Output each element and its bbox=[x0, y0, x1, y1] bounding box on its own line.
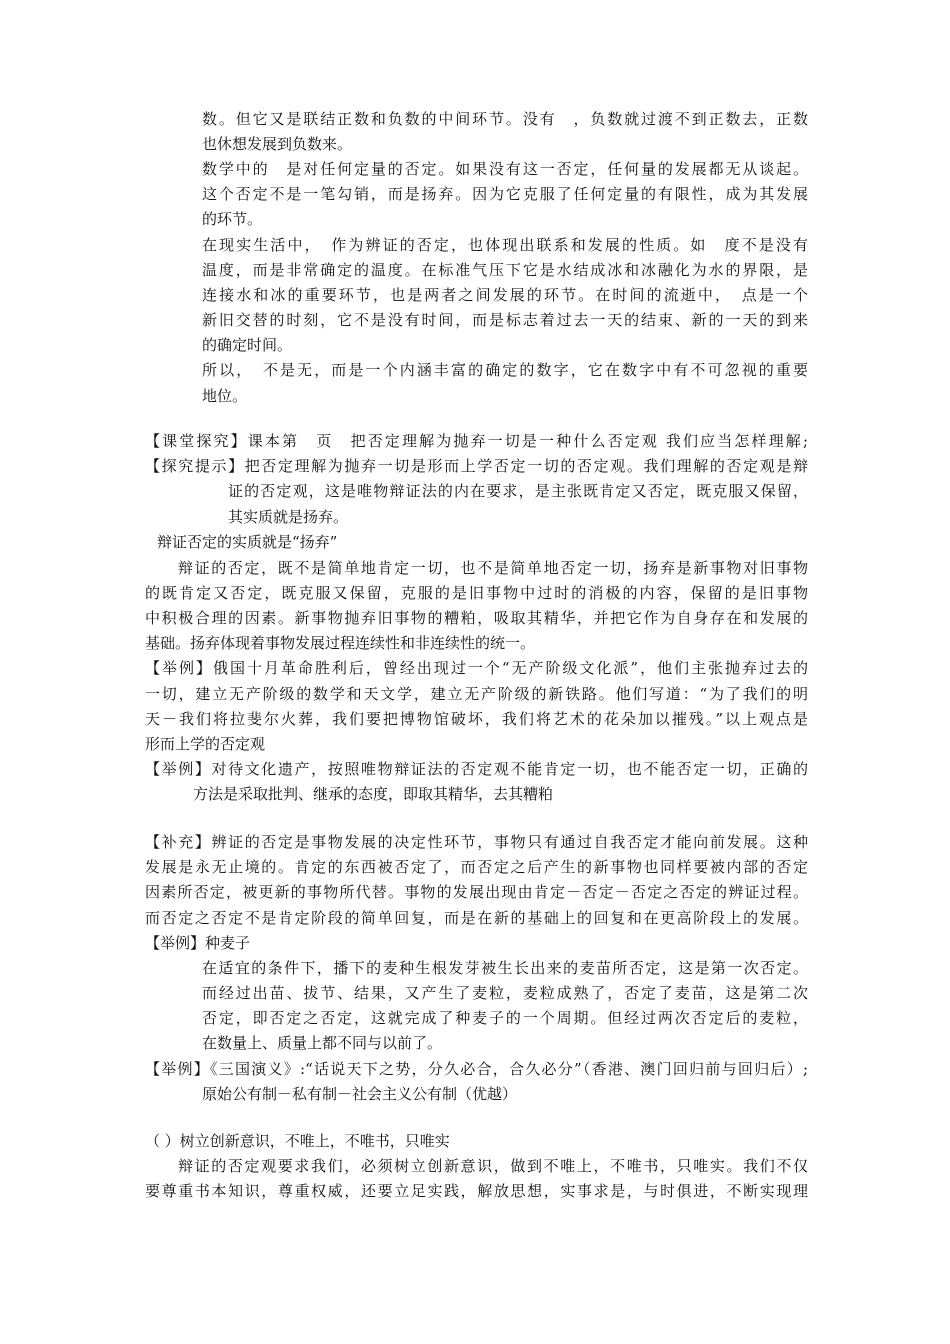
text-line: 辩证的否定观要求我们，必须树立创新意识，做到不唯上，不唯书，只唯实。我们不仅 bbox=[178, 1157, 808, 1175]
text-line: 【课堂探究】课本第 页 把否定理解为抛弃一切是一种什么否定观 我们应当怎样理解; bbox=[145, 432, 808, 450]
text-line: 连接水和冰的重要环节，也是两者之间发展的环节。在时间的流逝中， 点是一个 bbox=[202, 286, 808, 304]
text-line: 数。但它又是联结正数和负数的中间环节。没有 ，负数就过渡不到正数去，正数 bbox=[202, 110, 808, 128]
text-line: 其实质就是扬弃。 bbox=[228, 508, 349, 526]
text-line: 基础。扬弃体现着事物发展过程连续性和非连续性的统一。 bbox=[145, 634, 536, 652]
text-line: 原始公有制－私有制－社会主义公有制（优越） bbox=[202, 1085, 518, 1103]
text-line: 的环节。 bbox=[202, 210, 263, 228]
text-line: （ ）树立创新意识，不唯上，不唯书，只唯实 bbox=[145, 1132, 450, 1150]
text-line: 温度，而是非常确定的温度。在标准气压下它是水结成冰和冰融化为水的界限，是 bbox=[202, 261, 808, 279]
text-line: 要尊重书本知识，尊重权威，还要立足实践，解放思想，实事求是，与时俱进，不断实现理 bbox=[145, 1182, 808, 1200]
text-line: 而否定之否定不是肯定阶段的简单回复，而是在新的基础上的回复和在更高阶段上的发展。 bbox=[145, 909, 808, 927]
text-line: 而经过出苗、拔节、结果，又产生了麦粒，麦粒成熟了，否定了麦苗，这是第二次 bbox=[202, 984, 808, 1002]
text-line: 在现实生活中， 作为辨证的否定，也体现出联系和发展的性质。如 度不是没有 bbox=[202, 236, 808, 254]
text-line: 因素所否定，被更新的事物所代替。事物的发展出现由肯定－否定－否定之否定的辨证过程。 bbox=[145, 883, 808, 901]
text-line: 在适宜的条件下，播下的麦种生根发芽被生长出来的麦苗所否定，这是第一次否定。 bbox=[202, 959, 808, 977]
text-line: 一切，建立无产阶级的数学和天文学，建立无产阶级的新铁路。他们写道：“为了我们的明 bbox=[145, 685, 808, 703]
text-line: 【举例】《三国演义》:“话说天下之势，分久必合，合久必分”（香港、澳门回归前与回归后）; bbox=[145, 1060, 808, 1078]
text-line: 方法是采取批判、继承的态度，即取其精华，去其糟粕 bbox=[193, 785, 554, 803]
text-line: 【举例】种麦子 bbox=[145, 934, 251, 952]
text-line: 发展是永无止境的。肯定的东西被否定了，而否定之后产生的新事物也同样要被内部的否定 bbox=[145, 858, 808, 876]
text-line: 数学中的 是对任何定量的否定。如果没有这一否定，任何量的发展都无从谈起。 bbox=[202, 160, 808, 178]
text-line: 【探究提示】把否定理解为抛弃一切是形而上学否定一切的否定观。我们理解的否定观是辩 bbox=[145, 457, 808, 475]
text-line: 所以， 不是无，而是一个内涵丰富的确定的数字，它在数字中有不可忽视的重要 bbox=[202, 361, 808, 379]
text-line: 地位。 bbox=[202, 387, 248, 405]
text-line: 【举例】俄国十月革命胜利后，曾经出现过一个“无产阶级文化派”，他们主张抛弃过去的 bbox=[145, 659, 808, 677]
text-line: 的确定时间。 bbox=[202, 336, 293, 354]
text-line: 辩证的否定，既不是简单地肯定一切，也不是简单地否定一切，扬弃是新事物对旧事物 bbox=[178, 559, 808, 577]
text-line: 形而上学的否定观 bbox=[145, 735, 266, 753]
text-line: 新旧交替的时刻，它不是没有时间，而是标志着过去一天的结束、新的一天的到来 bbox=[202, 311, 808, 329]
text-line: 中积极合理的因素。新事物抛弃旧事物的糟粕，吸取其精华，并把它作为自身存在和发展的 bbox=[145, 609, 808, 627]
text-line: 否定，即否定之否定，这就完成了种麦子的一个周期。但经过两次否定后的麦粒， bbox=[202, 1009, 808, 1027]
text-line: 【举例】对待文化遗产，按照唯物辩证法的否定观不能肯定一切，也不能否定一切，正确的 bbox=[145, 760, 808, 778]
text-line: 在数量上、质量上都不同与以前了。 bbox=[202, 1034, 443, 1052]
text-line: 也休想发展到负数来。 bbox=[202, 135, 353, 153]
text-line: 的既肯定又否定，既克服又保留，克服的是旧事物中过时的消极的内容，保留的是旧事物 bbox=[145, 584, 808, 602]
text-line: 【补充】辨证的否定是事物发展的决定性环节，事物只有通过自我否定才能向前发展。这种 bbox=[145, 833, 808, 851]
text-line: 证的否定观，这是唯物辩证法的内在要求，是主张既肯定又否定，既克服又保留， bbox=[228, 482, 808, 500]
text-line: 天－我们将拉斐尔火葬，我们要把博物馆破坏，我们将艺术的花朵加以摧残。”以上观点是 bbox=[145, 710, 808, 728]
text-line: 这个否定不是一笔勾销，而是扬弃。因为它克服了任何定量的有限性，成为其发展 bbox=[202, 185, 808, 203]
text-line: 辩证否定的实质就是“扬弃” bbox=[157, 533, 338, 551]
